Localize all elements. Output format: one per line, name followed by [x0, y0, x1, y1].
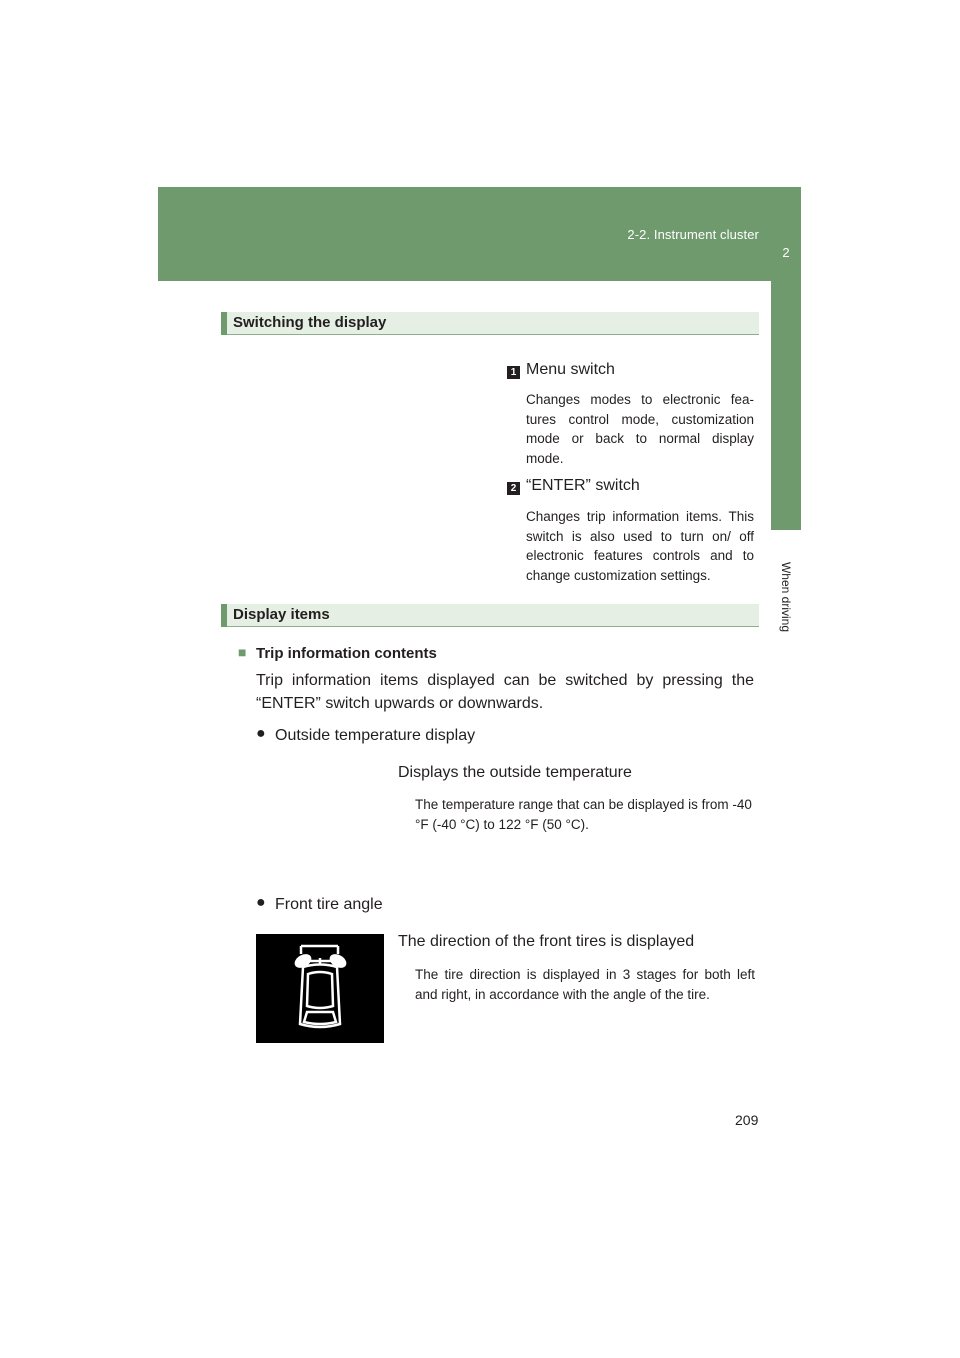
- chapter-title: 2-2. Instrument cluster: [627, 227, 759, 242]
- front-tire-angle-display-image: [256, 934, 384, 1043]
- number-1-icon: 1: [507, 366, 520, 379]
- square-bullet-icon: ■: [238, 644, 247, 660]
- page-number: 209: [735, 1112, 759, 1128]
- chapter-side-tab: [771, 187, 801, 530]
- section-marker: [221, 604, 227, 627]
- front-tire-label: Front tire angle: [275, 896, 383, 913]
- menu-switch-description: Changes modes to electronic fea- tures control mode, customization mode or back to normal display mode.: [526, 392, 754, 466]
- number-2-icon: 2: [507, 482, 520, 495]
- section-title: Display items: [233, 606, 330, 623]
- bullet-dot-icon: ●: [256, 894, 266, 911]
- outside-temp-label: Outside temperature display: [275, 727, 476, 744]
- trip-info-intro: Trip information items displayed can be switched by pressing the “ENTER” switch upwards or downwards.: [256, 672, 754, 712]
- section-title: Switching the display: [233, 314, 387, 331]
- chapter-header: [158, 187, 801, 281]
- bullet-dot-icon: ●: [256, 725, 266, 742]
- section-header-switching-display: [221, 312, 759, 335]
- vehicle-tire-icon: [256, 934, 384, 1043]
- enter-switch-description: Changes trip information items. This switch is also used to turn on/ off electronic features controls and to change customization settings.: [526, 509, 754, 583]
- front-tire-description: The tire direction is displayed in 3 stages for both left and right, in accordance with the angle of the tire.: [415, 967, 755, 1002]
- chapter-side-label: When driving: [779, 561, 793, 633]
- chapter-number: 2: [782, 245, 790, 260]
- section-header-display-items: [221, 604, 759, 627]
- outside-temp-title: Displays the outside temperature: [398, 764, 632, 781]
- outside-temp-description: The temperature range that can be displayed is from -40 °F (-40 °C) to 122 °F (50 °C).: [415, 797, 752, 832]
- trip-info-subheading: Trip information contents: [256, 645, 437, 662]
- section-marker: [221, 312, 227, 335]
- menu-switch-title: Menu switch: [526, 361, 615, 378]
- front-tire-title: The direction of the front tires is displayed: [398, 933, 695, 950]
- enter-switch-title: “ENTER” switch: [526, 477, 640, 494]
